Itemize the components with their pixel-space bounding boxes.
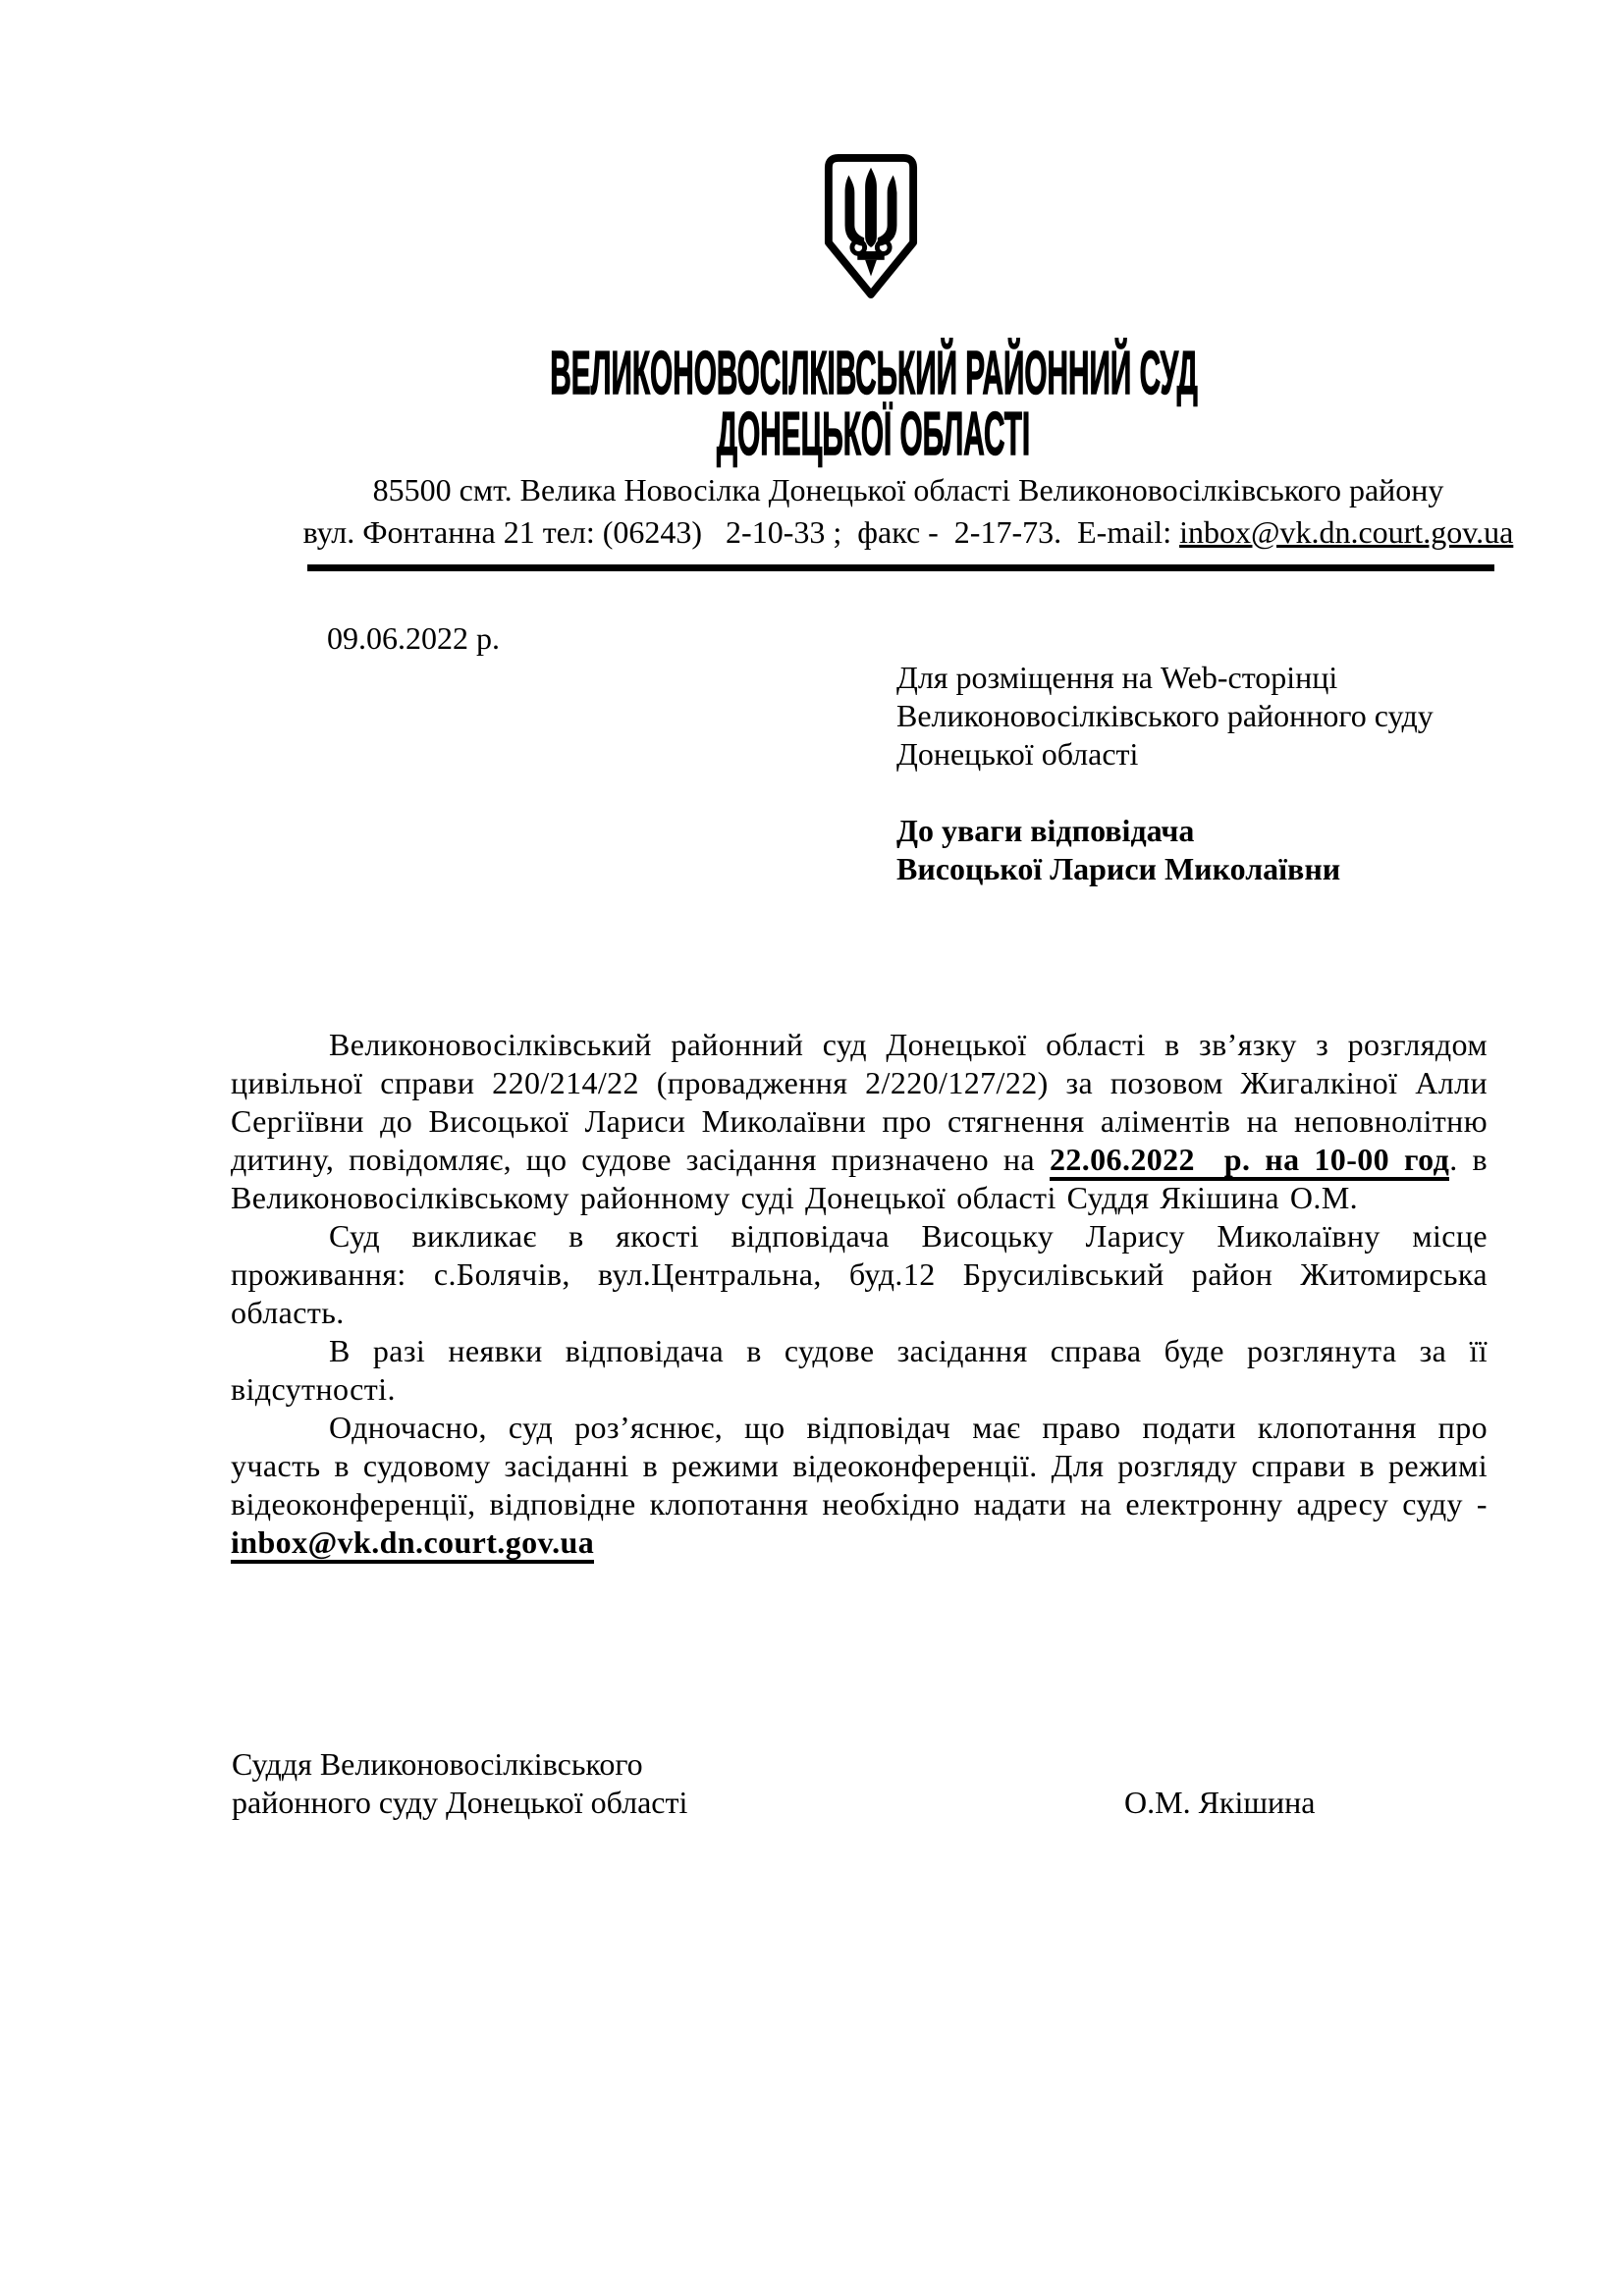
paragraph-1-text-end: . в Великоновосілківському районному суді Донецької області Суддя Якішина О.М. — [231, 1142, 1489, 1215]
court-address-block — [192, 469, 1624, 554]
court-name-line2: ДОНЕЦЬКОЇ ОБЛАСТІ — [717, 400, 1031, 468]
court-phone-fax: вул. Фонтанна 21 тел: (06243) 2-10-33 ; факс - 2-17-73. E-mail: — [302, 514, 1180, 550]
letter-body — [231, 1026, 1488, 1562]
attention-line-1: До уваги відповідача — [896, 813, 1195, 848]
hearing-datetime: 22.06.2022 р. на 10-00 год — [1050, 1142, 1449, 1181]
paragraph-4-text: Одночасно, суд роз’яснює, що відповідач має право подати клопотання про участь в судовому засіданні в режими відеоконференції. Для розгляду справи в режимі відеоконференції, відповідне клопотання необхідно надати на електронну адресу суду - — [231, 1410, 1488, 1522]
court-contact-line — [192, 511, 1624, 554]
signature-title-line-2: районного суду Донецької області — [232, 1785, 688, 1820]
body-paragraph-1 — [231, 1026, 1488, 1217]
body-paragraph-4 — [231, 1409, 1488, 1562]
recipient-line-2: Великоновосілківського районного суду — [896, 698, 1434, 733]
signature-block — [232, 1745, 687, 1822]
attention-block — [896, 812, 1434, 888]
court-email: inbox@vk.dn.court.gov.ua — [1179, 514, 1514, 550]
attention-line-2: Висоцької Лариси Миколаївни — [896, 851, 1341, 886]
header-divider-rule — [307, 564, 1494, 571]
document-date: 09.06.2022 р. — [327, 620, 500, 656]
recipient-block — [896, 659, 1434, 888]
signature-title-line-1: Суддя Великоновосілківського — [232, 1746, 643, 1782]
body-paragraph-3: В разі неявки відповідача в судове засідання справа буде розглянута за її відсутності. — [231, 1333, 1488, 1407]
court-name-line1: ВЕЛИКОНОВОСІЛКІВСЬКИЙ РАЙОННИЙ СУД — [550, 340, 1198, 407]
ukraine-coat-of-arms-icon — [823, 154, 919, 298]
body-paragraph-2: Суд викликає в якості відповідача Висоцьку Ларису Миколаївну місце проживання: с.Болячів, вул.Центральна, буд.12 Брусилівський район Житомирська область. — [231, 1218, 1488, 1330]
court-email-bold: inbox@vk.dn.court.gov.ua — [231, 1524, 594, 1564]
recipient-line-1: Для розміщення на Web-сторінці — [896, 660, 1338, 695]
paragraph-1-text-start: Великоновосілківський районний суд Донецької області в зв’язку з розглядом цивільної справи 220/214/22 (провадження 2/220/127/22) за позовом Жигалкіної Алли Сергіївни до Висоцької Лариси Миколаївни про стягнення аліментів на неповнолітню дитину, повідомляє, що судове засідання призначено на — [231, 1027, 1488, 1177]
court-postal-address: 85500 смт. Велика Новосілка Донецької області Великоновосілківського району — [372, 472, 1444, 507]
recipient-line-3: Донецької області — [896, 736, 1139, 772]
judge-name: О.М. Якішина — [1124, 1785, 1316, 1820]
court-name-header — [124, 340, 1624, 468]
